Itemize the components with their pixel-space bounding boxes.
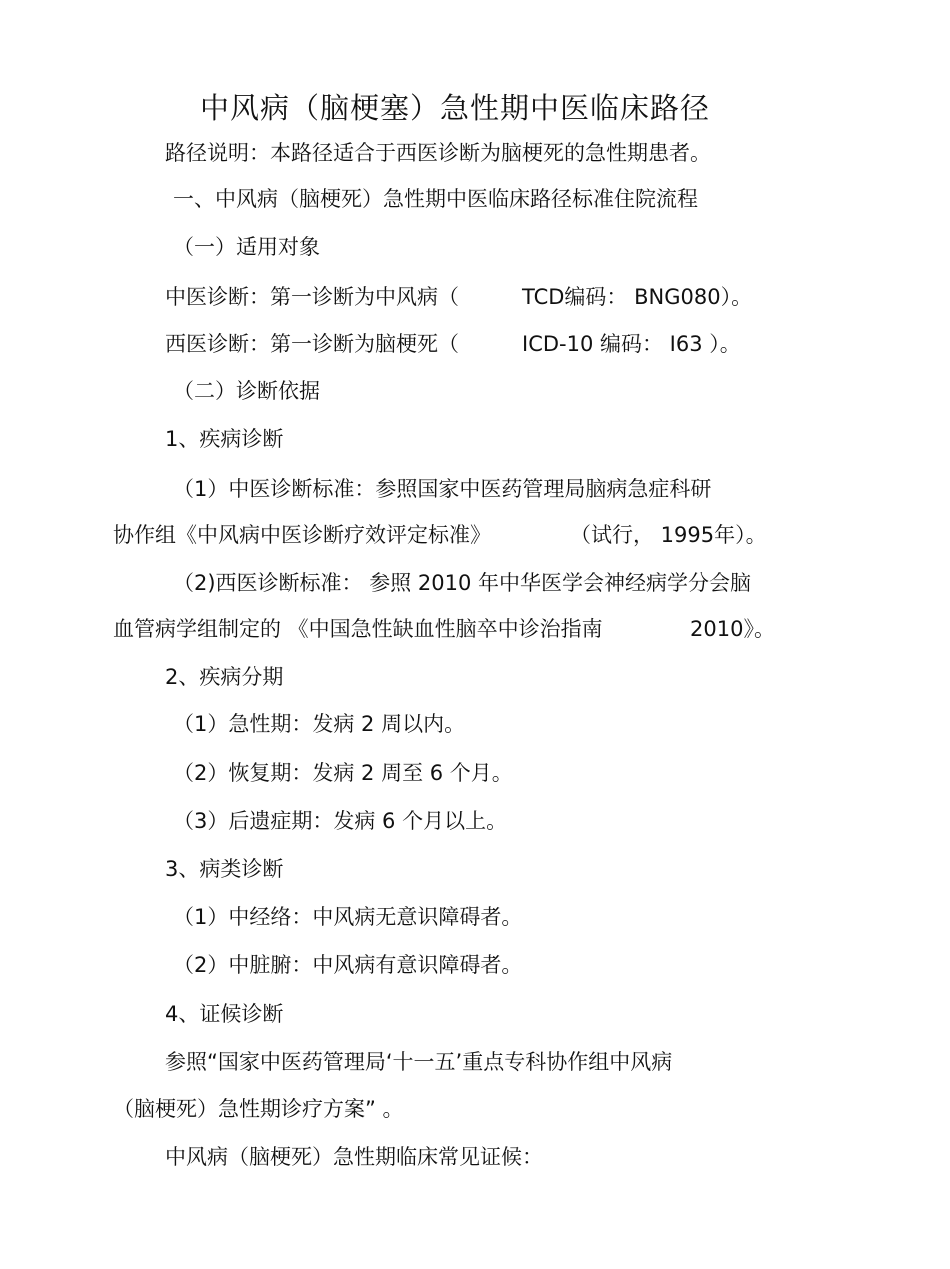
item-heading: 1、疾病诊断	[165, 427, 284, 451]
item-heading: 3、病类诊断	[165, 857, 284, 881]
paragraph-line: 2010》。	[690, 617, 775, 641]
section-heading: 一、中风病（脑梗死）急性期中医临床路径标准住院流程	[173, 187, 698, 211]
paragraph-line: （1）中医诊断标准：参照国家中医药管理局脑病急症科研	[173, 477, 712, 501]
wm-diagnosis-label: 西医诊断：第一诊断为脑梗死（	[165, 332, 459, 356]
intro-line: 路径说明：本路径适合于西医诊断为脑梗死的急性期患者。	[165, 141, 711, 165]
subsection-heading: （二）诊断依据	[173, 379, 320, 403]
paragraph-line: 血管病学组制定的 《中国急性缺血性脑卒中诊治指南	[113, 617, 603, 641]
item-heading: 2、疾病分期	[165, 665, 284, 689]
wm-diagnosis-code: ICD-10 编码： I63 ）。	[522, 332, 741, 356]
document-title: 中风病（脑梗塞）急性期中医临床路径	[199, 91, 710, 125]
paragraph-line: （脑梗死）急性期诊疗方案” 。	[113, 1097, 404, 1121]
list-item: （2）中脏腑：中风病有意识障碍者。	[173, 953, 523, 977]
paragraph-line: （试行， 1995年）。	[570, 523, 767, 547]
list-item: （3）后遗症期：发病 6 个月以上。	[173, 809, 508, 833]
tcm-diagnosis-label: 中医诊断：第一诊断为中风病（	[165, 285, 459, 309]
list-item: （2）恢复期：发病 2 周至 6 个月。	[173, 761, 513, 785]
paragraph-line: 中风病（脑梗死）急性期临床常见证候：	[165, 1145, 543, 1169]
item-heading: 4、证候诊断	[165, 1002, 284, 1026]
list-item: （1）急性期：发病 2 周以内。	[173, 712, 466, 736]
list-item: （1）中经络：中风病无意识障碍者。	[173, 905, 523, 929]
paragraph-line: 参照“国家中医药管理局‘十一五’重点专科协作组中风病	[165, 1050, 673, 1074]
paragraph-line: （2)西医诊断标准： 参照 2010 年中华医学会神经病学分会脑	[173, 571, 752, 595]
subsection-heading: （一）适用对象	[173, 235, 320, 259]
tcm-diagnosis-code: TCD编码： BNG080）。	[522, 285, 753, 309]
paragraph-line: 协作组《中风病中医诊断疗效评定标准》	[113, 523, 491, 547]
